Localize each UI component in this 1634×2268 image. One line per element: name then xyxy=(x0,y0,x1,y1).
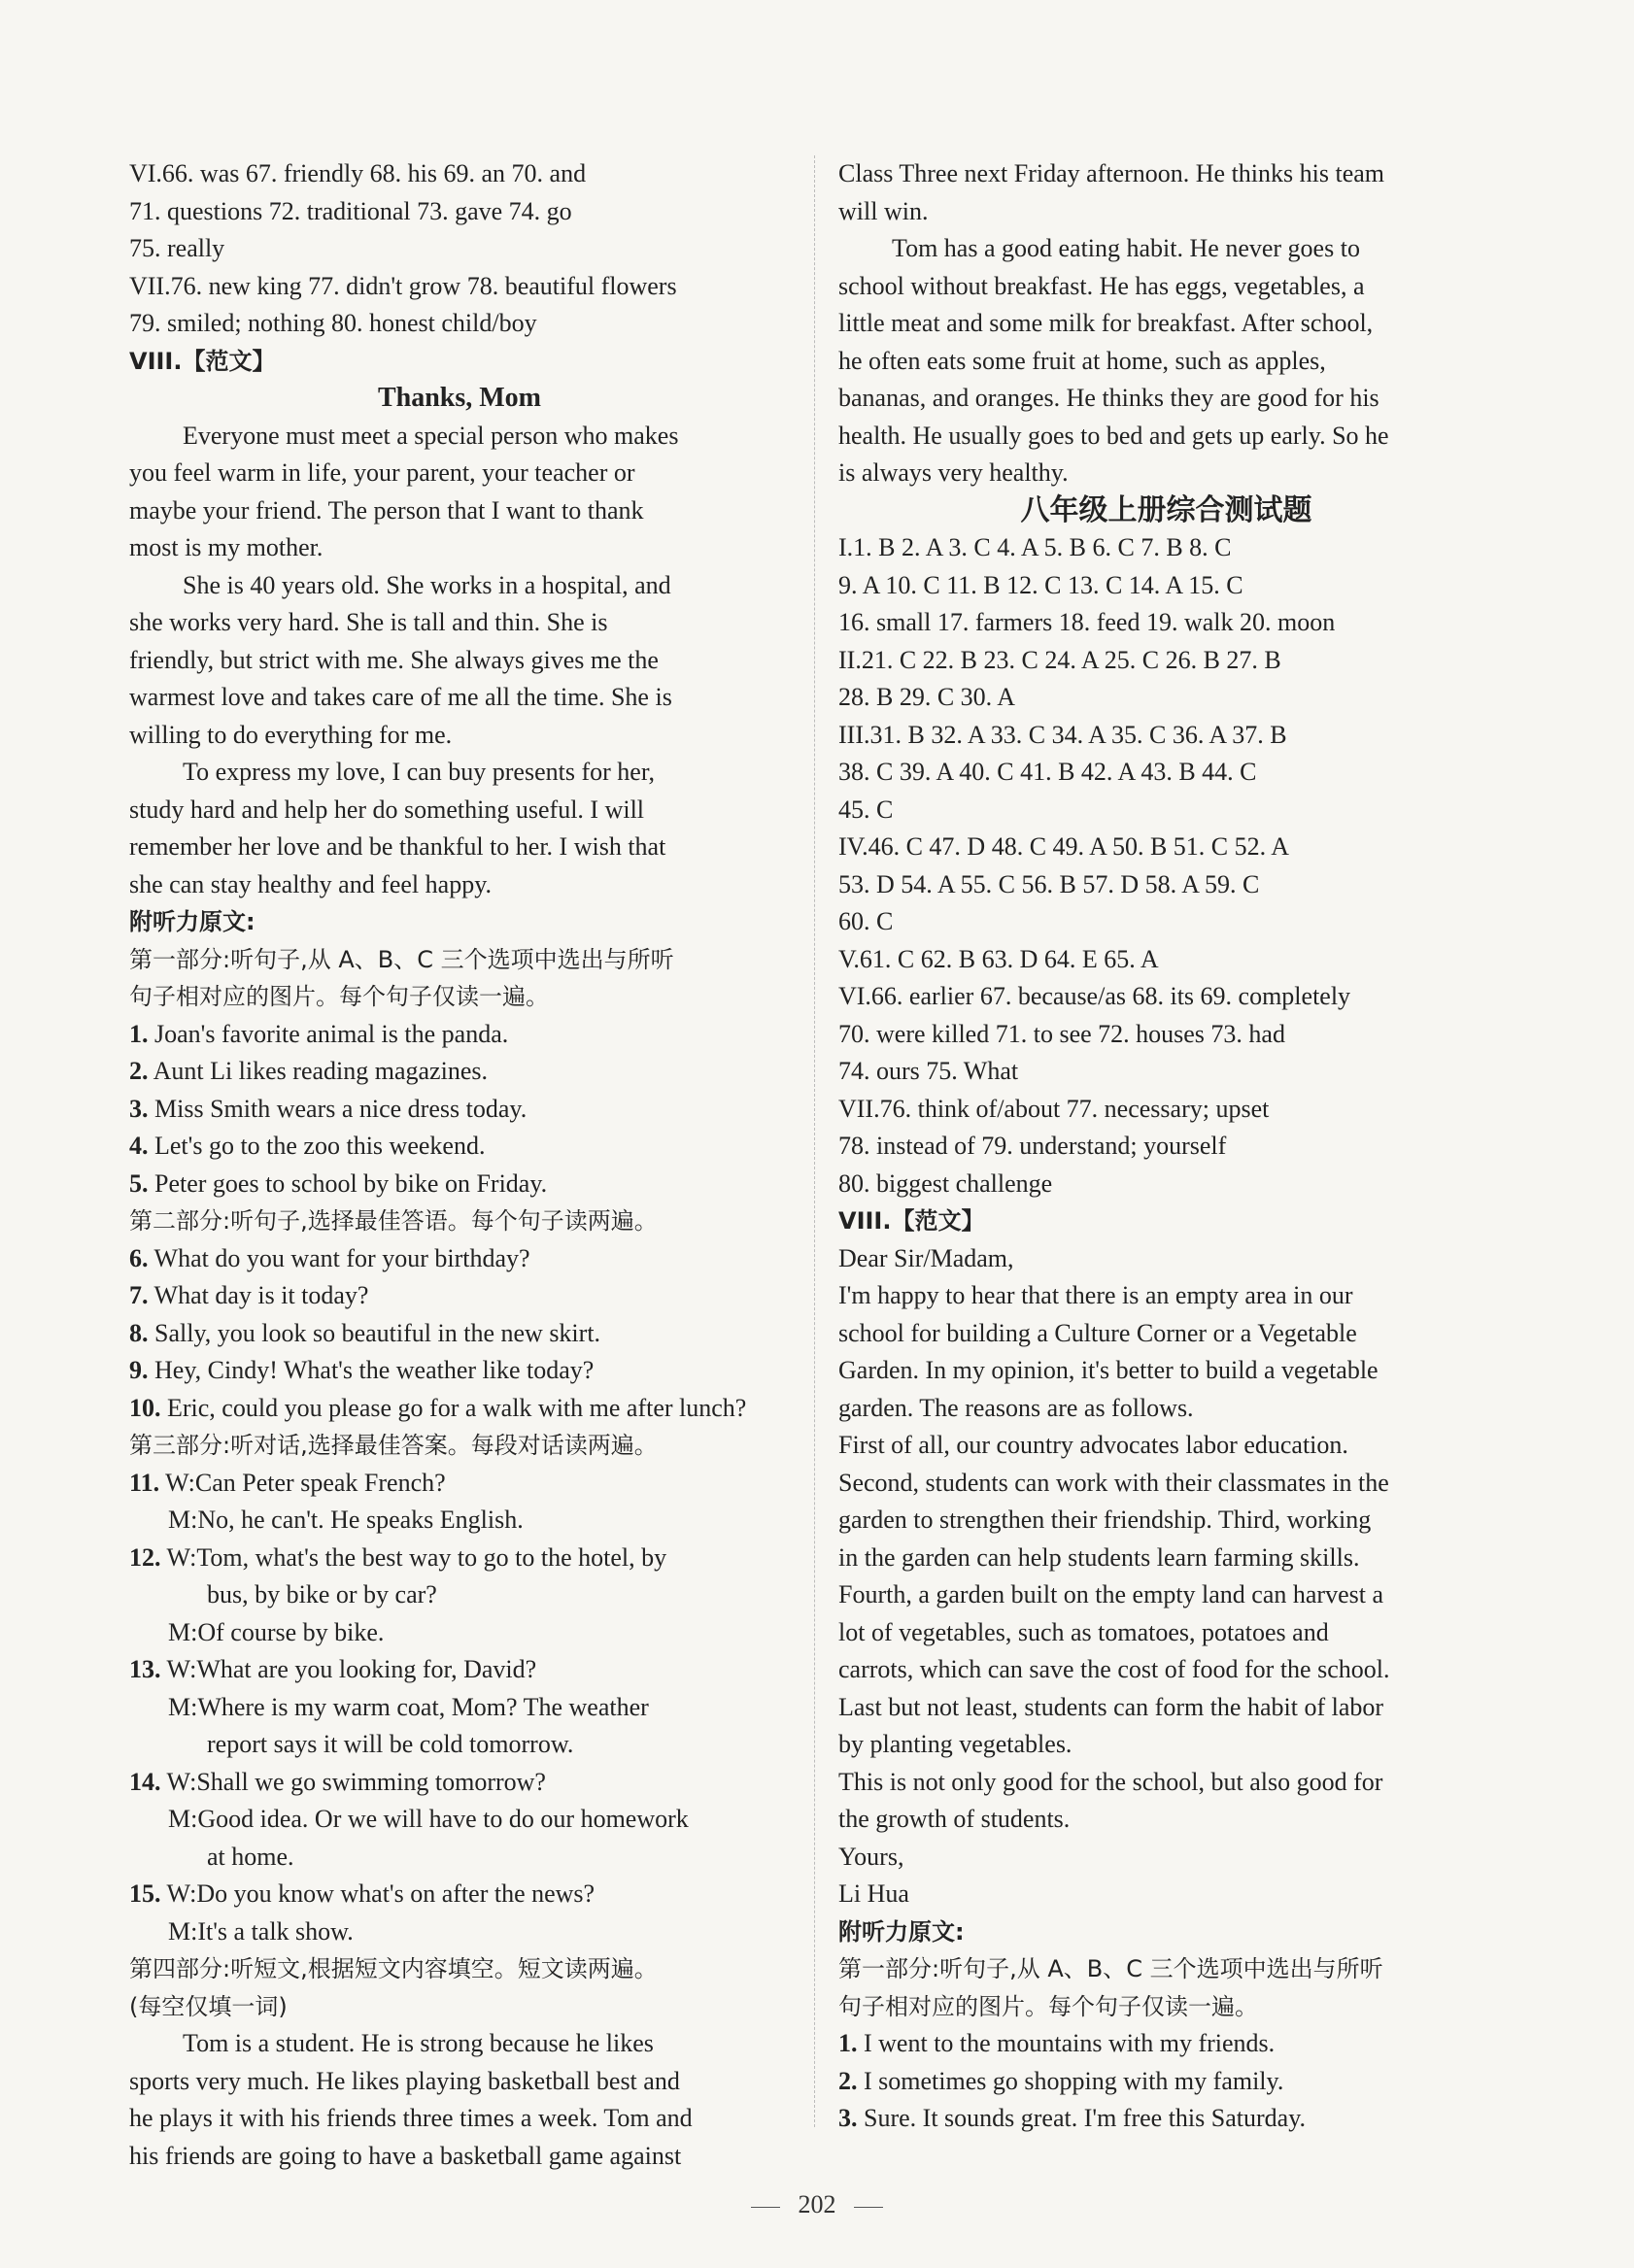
numbered-line xyxy=(129,1016,790,1054)
text-line: will win. xyxy=(838,196,929,225)
section-label: 附听力原文: xyxy=(838,1917,965,1946)
item-number: 3. xyxy=(838,2104,858,2132)
section-label: 附听力原文: xyxy=(129,908,255,935)
answer-row: VI.66. was 67. friendly 68. his 69. an 70. and xyxy=(129,159,587,187)
text-line: carrots, which can save the cost of food for the school. xyxy=(838,1655,1390,1683)
item-number: 10. xyxy=(129,1393,161,1422)
dialogue-reply: M:Good idea. Or we will have to do our homework xyxy=(168,1805,689,1833)
text-line: garden to strengthen their friendship. Third, working xyxy=(838,1506,1372,1534)
item-number: 3. xyxy=(129,1094,149,1123)
instruction-line: 第一部分:听句子,从 A、B、C 三个选项中选出与所听 xyxy=(129,945,674,973)
answer-row: 70. were killed 71. to see 72. houses 73. had xyxy=(838,1019,1285,1048)
text-line: Dear Sir/Madam, xyxy=(838,1243,1014,1272)
item-text: What day is it today? xyxy=(153,1281,369,1309)
text-line: he often eats some fruit at home, such as apples, xyxy=(838,346,1326,375)
item-text: I went to the mountains with my friends. xyxy=(864,2029,1276,2057)
item-text: W:Shall we go swimming tomorrow? xyxy=(166,1767,546,1796)
numbered-line xyxy=(129,1540,790,1577)
answer-row: VII.76. new king 77. didn't grow 78. beautiful flowers xyxy=(129,271,677,300)
numbered-line xyxy=(838,2025,1494,2063)
answer-row: VII.76. think of/about 77. necessary; upset xyxy=(838,1094,1270,1123)
item-number: 2. xyxy=(129,1057,149,1085)
paragraph-start: Tom is a student. He is strong because he likes xyxy=(183,2029,654,2057)
text-line: is always very healthy. xyxy=(838,458,1069,487)
answer-row: IV.46. C 47. D 48. C 49. A 50. B 51. C 52. A xyxy=(838,832,1289,861)
instruction-line: 第二部分:听句子,选择最佳答语。每个句子读两遍。 xyxy=(129,1207,658,1235)
text-line: you feel warm in life, your parent, your teacher or xyxy=(129,458,635,487)
text-line: in the garden can help students learn farming skills. xyxy=(838,1542,1360,1572)
item-number: 14. xyxy=(129,1767,161,1796)
paragraph-start: She is 40 years old. She works in a hospital, and xyxy=(183,570,671,599)
essay-title: Thanks, Mom xyxy=(377,383,542,413)
item-text: W:Tom, what's the best way to go to the hotel, by xyxy=(166,1542,667,1572)
numbered-line xyxy=(129,1240,790,1278)
answer-row: III.31. B 32. A 33. C 34. A 35. C 36. A 37. B xyxy=(838,720,1287,749)
instruction-line: 句子相对应的图片。每个句子仅读一遍。 xyxy=(129,983,549,1010)
instruction-line: (每空仅填一词) xyxy=(129,1992,288,2020)
section-label: VIII.【范文】 xyxy=(838,1207,985,1235)
item-text: W:What are you looking for, David? xyxy=(166,1655,537,1683)
numbered-line xyxy=(129,1390,790,1428)
item-number: 1. xyxy=(838,2029,858,2057)
text-line: his friends are going to have a basketball game against xyxy=(129,2141,682,2170)
item-text: W:Do you know what's on after the news? xyxy=(166,1879,596,1908)
dialogue-continuation: report says it will be cold tomorrow. xyxy=(207,1730,574,1758)
item-text: Aunt Li likes reading magazines. xyxy=(153,1057,488,1085)
item-text: Joan's favorite animal is the panda. xyxy=(154,1019,509,1048)
answer-row: V.61. C 62. B 63. D 64. E 65. A xyxy=(838,944,1159,973)
item-number: 8. xyxy=(129,1318,149,1347)
item-text: W:Can Peter speak French? xyxy=(165,1468,446,1497)
numbered-line xyxy=(129,1128,790,1166)
item-number: 15. xyxy=(129,1879,161,1908)
text-line: health. He usually goes to bed and gets up early. So he xyxy=(838,421,1389,450)
item-text: Hey, Cindy! What's the weather like today? xyxy=(154,1356,595,1384)
text-line: Yours, xyxy=(838,1842,904,1871)
numbered-line xyxy=(838,2063,1494,2101)
answer-row: 74. ours 75. What xyxy=(838,1057,1019,1085)
text-line: she can stay healthy and feel happy. xyxy=(129,869,493,898)
text-line: the growth of students. xyxy=(838,1805,1071,1833)
dialogue-reply: M:Of course by bike. xyxy=(168,1617,385,1646)
answer-row: 80. biggest challenge xyxy=(838,1168,1053,1198)
answer-row: 71. questions 72. traditional 73. gave 74. go xyxy=(129,196,572,225)
footer-dash-right xyxy=(854,2207,883,2208)
numbered-line xyxy=(129,1166,790,1203)
text-line: This is not only good for the school, but also good for xyxy=(838,1767,1383,1796)
text-line: study hard and help her do something useful. I will xyxy=(129,795,645,824)
numbered-line xyxy=(129,1315,790,1353)
answer-row: 16. small 17. farmers 18. feed 19. walk 20. moon xyxy=(838,608,1336,636)
text-line: Fourth, a garden built on the empty land can harvest a xyxy=(838,1580,1384,1608)
answer-row: 45. C xyxy=(838,795,894,824)
text-line: Last but not least, students can form the habit of labor xyxy=(838,1692,1384,1721)
instruction-line: 句子相对应的图片。每个句子仅读一遍。 xyxy=(838,1992,1258,2020)
text-line: I'm happy to hear that there is an empty area in our xyxy=(838,1281,1353,1309)
item-number: 2. xyxy=(838,2066,858,2095)
item-number: 12. xyxy=(129,1542,161,1572)
text-line: garden. The reasons are as follows. xyxy=(838,1393,1194,1422)
item-number: 6. xyxy=(129,1243,149,1272)
answer-row: 78. instead of 79. understand; yourself xyxy=(838,1132,1227,1160)
text-line: most is my mother. xyxy=(129,533,323,561)
text-line: maybe your friend. The person that I want to thank xyxy=(129,495,644,525)
answer-row: I.1. B 2. A 3. C 4. A 5. B 6. C 7. B 8. C xyxy=(838,533,1232,561)
right-column xyxy=(838,155,1494,2138)
text-line: Li Hua xyxy=(838,1879,909,1908)
paragraph-start: Tom has a good eating habit. He never goes to xyxy=(892,234,1360,262)
answer-row: 9. A 10. C 11. B 12. C 13. C 14. A 15. C xyxy=(838,570,1243,599)
numbered-line xyxy=(129,1876,790,1913)
item-text: Eric, could you please go for a walk with me after lunch? xyxy=(167,1393,747,1422)
instruction-line: 第四部分:听短文,根据短文内容填空。短文读两遍。 xyxy=(129,1955,658,1982)
answer-row: 53. D 54. A 55. C 56. B 57. D 58. A 59. C xyxy=(838,869,1260,898)
numbered-line xyxy=(129,1277,790,1315)
numbered-line xyxy=(129,1651,790,1689)
column-divider xyxy=(814,155,815,2127)
text-line: by planting vegetables. xyxy=(838,1730,1072,1758)
item-number: 7. xyxy=(129,1281,149,1309)
item-number: 1. xyxy=(129,1019,149,1048)
numbered-line xyxy=(838,2100,1494,2138)
text-line: friendly, but strict with me. She always gives me the xyxy=(129,645,659,674)
answer-row: VI.66. earlier 67. because/as 68. its 69. completely xyxy=(838,982,1351,1010)
answer-row: 38. C 39. A 40. C 41. B 42. A 43. B 44. C xyxy=(838,758,1257,786)
answer-row: 60. C xyxy=(838,907,894,935)
footer-dash-left xyxy=(751,2207,780,2208)
text-line: Garden. In my opinion, it's better to build a vegetable xyxy=(838,1356,1379,1384)
text-line: school without breakfast. He has eggs, vegetables, a xyxy=(838,271,1365,300)
page-footer xyxy=(0,2190,1634,2219)
instruction-line: 第一部分:听句子,从 A、B、C 三个选项中选出与所听 xyxy=(838,1955,1383,1982)
answer-row: 28. B 29. C 30. A xyxy=(838,683,1016,711)
item-text: Let's go to the zoo this weekend. xyxy=(154,1132,486,1160)
dialogue-reply: M:Where is my warm coat, Mom? The weather xyxy=(168,1692,649,1721)
numbered-line xyxy=(129,1053,790,1091)
instruction-line: 第三部分:听对话,选择最佳答案。每段对话读两遍。 xyxy=(129,1432,658,1459)
text-line: First of all, our country advocates labor education. xyxy=(838,1431,1348,1459)
item-number: 9. xyxy=(129,1356,149,1384)
text-line: little meat and some milk for breakfast. After school, xyxy=(838,309,1374,337)
numbered-line xyxy=(129,1465,790,1503)
item-number: 13. xyxy=(129,1655,161,1683)
text-line: warmest love and takes care of me all the time. She is xyxy=(129,683,672,711)
numbered-line xyxy=(129,1091,790,1129)
dialogue-continuation: bus, by bike or by car? xyxy=(207,1580,437,1608)
text-line: she works very hard. She is tall and thin. She is xyxy=(129,608,608,636)
answer-row: 75. really xyxy=(129,234,225,262)
section-label: VIII.【范文】 xyxy=(129,347,276,375)
item-text: Peter goes to school by bike on Friday. xyxy=(154,1168,548,1198)
text-line: willing to do everything for me. xyxy=(129,720,453,749)
item-text: What do you want for your birthday? xyxy=(153,1243,530,1272)
text-line: he plays it with his friends three times a week. Tom and xyxy=(129,2104,693,2132)
answer-row: 79. smiled; nothing 80. honest child/boy xyxy=(129,309,537,337)
text-line: Class Three next Friday afternoon. He thinks his team xyxy=(838,159,1385,187)
text-line: remember her love and be thankful to her. I wish that xyxy=(129,832,666,861)
text-line: Second, students can work with their classmates in the xyxy=(838,1468,1389,1497)
item-text: Miss Smith wears a nice dress today. xyxy=(154,1094,528,1123)
paragraph-start: To express my love, I can buy presents for her, xyxy=(183,758,655,786)
text-line: lot of vegetables, such as tomatoes, potatoes and xyxy=(838,1617,1329,1646)
item-text: Sally, you look so beautiful in the new skirt. xyxy=(154,1318,601,1347)
text-line: sports very much. He likes playing basketball best and xyxy=(129,2066,680,2095)
item-number: 5. xyxy=(129,1168,149,1198)
paragraph-start: Everyone must meet a special person who makes xyxy=(183,421,679,450)
text-line: school for building a Culture Corner or a Vegetable xyxy=(838,1318,1357,1347)
dialogue-reply: M:It's a talk show. xyxy=(168,1916,354,1946)
section-heading: 八年级上册综合测试题 xyxy=(1020,492,1312,527)
text-line: bananas, and oranges. He thinks they are good for his xyxy=(838,384,1379,412)
answer-row: II.21. C 22. B 23. C 24. A 25. C 26. B 27. B xyxy=(838,645,1281,674)
item-number: 4. xyxy=(129,1132,149,1160)
left-column xyxy=(129,155,790,2175)
item-text: Sure. It sounds great. I'm free this Saturday. xyxy=(864,2104,1306,2132)
item-number: 11. xyxy=(129,1468,160,1497)
page-number: 202 xyxy=(798,2190,836,2218)
numbered-line xyxy=(129,1764,790,1802)
item-text: I sometimes go shopping with my family. xyxy=(864,2066,1284,2095)
dialogue-reply: M:No, he can't. He speaks English. xyxy=(168,1506,524,1534)
dialogue-continuation: at home. xyxy=(207,1842,294,1871)
numbered-line xyxy=(129,1352,790,1390)
